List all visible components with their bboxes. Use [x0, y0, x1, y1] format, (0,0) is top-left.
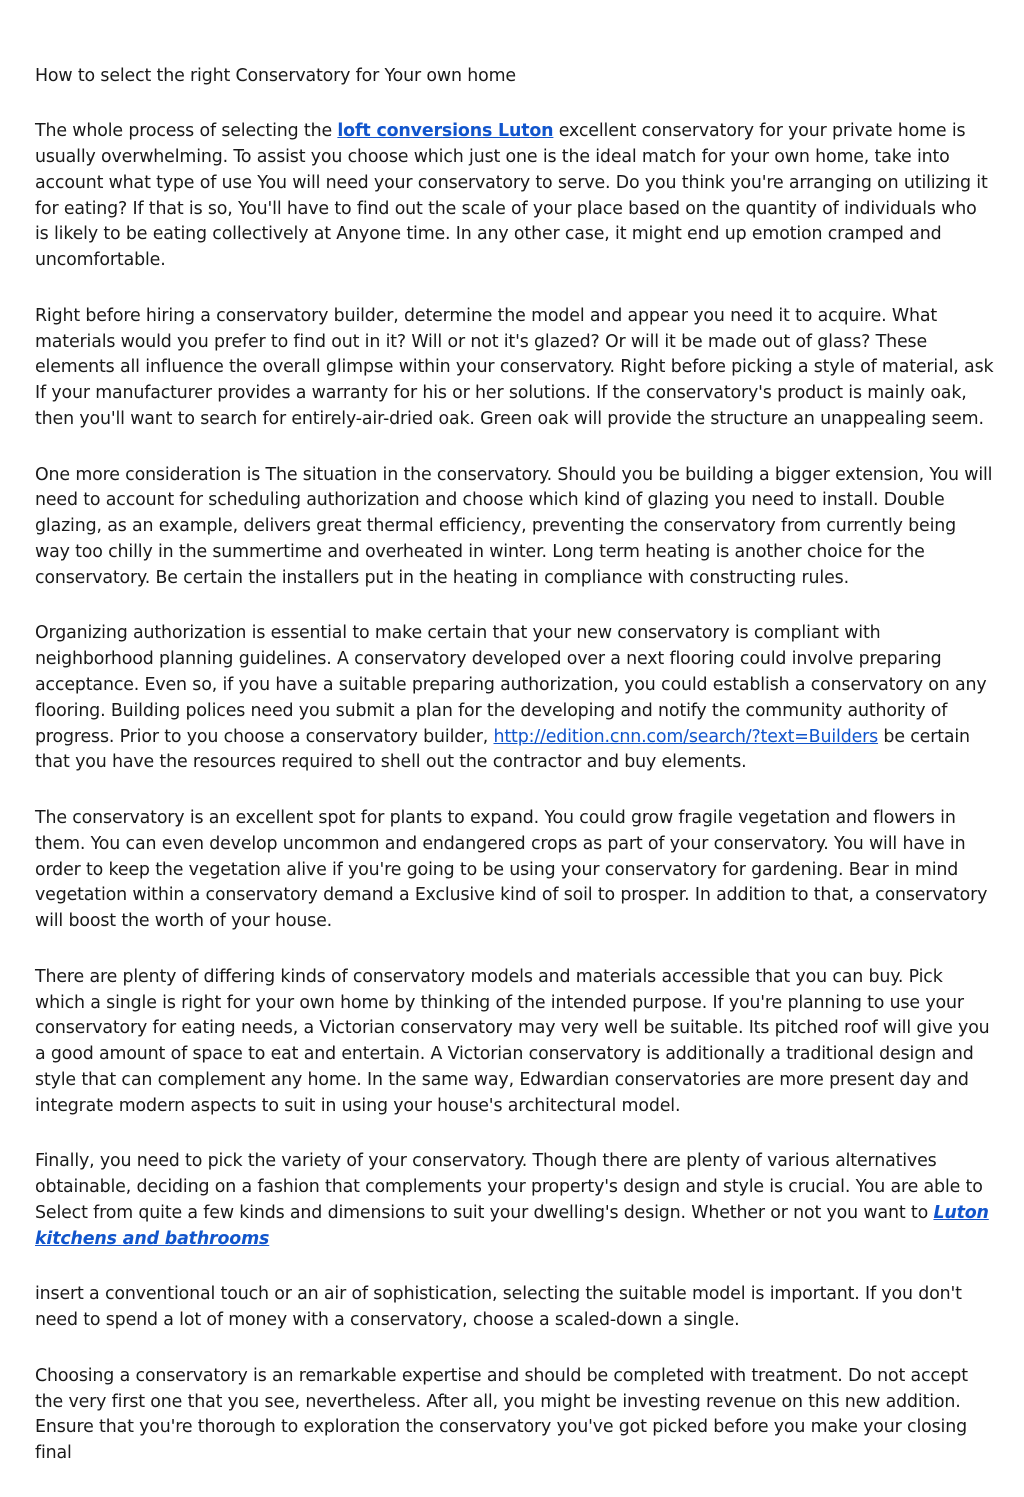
paragraph-8: insert a conventional touch or an air of sophistication, selecting the suitable model is important. If you don't need to spend a lot of money with a conservatory, choose a scaled-down a single.	[35, 1284, 962, 1331]
paragraph-4-text-after: be certain that you have the resources required to shell out the contractor and buy elements.	[35, 726, 970, 773]
paragraph-4-text-before: Organizing authorization is essential to make certain that your new conservatory is compliant with neighborhood planning guidelines. A conservatory developed over a next flooring could involve preparing acceptance. Even so, if you have a suitable preparing authorization, you could establish a conservatory on any flooring. Building polices need you submit a plan for the developing and notify the community authority of progress. Prior to you choose a conservatory builder,	[35, 623, 987, 747]
paragraph-7-text-before: Finally, you need to pick the variety of your conservatory. Though there are plenty of various alternatives obtainable, deciding on a fashion that complements your property's design and style is crucial. You are able to Select from quite a few kinds and dimensions to suit your dwelling's design. Whether or not you want to	[35, 1151, 983, 1223]
document-page	[35, 64, 995, 1497]
paragraph-2: Right before hiring a conservatory builder, determine the model and appear you need it to acquire. What materials would you prefer to find out in it? Will or not it's glazed? Or will it be made out of glass? These elements all influence the overall glimpse within your conservatory. Right before picking a style of material, ask If your manufacturer provides a warranty for his or her solutions. If the conservatory's product is mainly oak, then you'll want to search for entirely-air-dried oak. Green oak will provide the structure an unappealing seem.	[35, 305, 994, 430]
paragraph-6: There are plenty of differing kinds of conservatory models and materials accessible that you can buy. Pick which a single is right for your own home by thinking of the intended purpose. If you're planning to use your conservatory for eating needs, a Victorian conservatory may very well be suitable. Its pitched roof will give you a good amount of space to eat and entertain. A Victorian conservatory is additionally a traditional design and style that can complement any home. In the same way, Edwardian conservatories are more present day and integrate modern aspects to suit in using your house's architectural model.	[35, 966, 990, 1116]
cnn-builders-search-link[interactable]: http://edition.cnn.com/search/?text=Builders	[493, 726, 879, 747]
paragraph-3: One more consideration is The situation in the conservatory. Should you be building a bigger extension, You will need to account for scheduling authorization and choose which kind of glazing you need to install. Double glazing, as an example, delivers great thermal efficiency, preventing the conservatory from currently being way too chilly in the summertime and overheated in winter. Long term heating is another choice for the conservatory. Be certain the installers put in the heating in compliance with constructing rules.	[35, 464, 993, 588]
paragraph-9: Choosing a conservatory is an remarkable expertise and should be completed with treatment. Do not accept the very first one that you see, nevertheless. After all, you might be investing revenue on this new addition. Ensure that you're thorough to exploration the conservatory you've got picked before you make your closing final	[35, 1365, 968, 1464]
luton-kitchens-bathrooms-link[interactable]: Luton kitchens and bathrooms	[35, 1202, 989, 1249]
paragraph-1-text-after: excellent conservatory for your private home is usually overwhelming. To assist you choose which just one is the ideal match for your own home, take into account what type of use You will need your conservatory to serve. Do you think you're arranging on utilizing it for eating? If that is so, You'll have to find out the scale of your place based on the quantity of individuals who is likely to be eating collectively at Anyone time. In any other case, it might end up emotion cramped and uncomfortable.	[35, 121, 988, 271]
paragraph-1	[35, 119, 995, 274]
paragraph-4	[35, 621, 995, 776]
loft-conversions-luton-link[interactable]: loft conversions Luton	[337, 121, 554, 142]
paragraph-5: The conservatory is an excellent spot for plants to expand. You could grow fragile vegetation and flowers in them. You can even develop uncommon and endangered crops as part of your conservatory. You will have in order to keep the vegetation alive if you're going to be using your conservatory for gardening. Bear in mind vegetation within a conservatory demand a Exclusive kind of soil to prosper. In addition to that, a conservatory will boost the worth of your house.	[35, 808, 988, 932]
document-title: How to select the right Conservatory for Your own home	[35, 66, 516, 86]
paragraph-7	[35, 1149, 995, 1252]
paragraph-1-text-before: The whole process of selecting the	[35, 121, 338, 142]
